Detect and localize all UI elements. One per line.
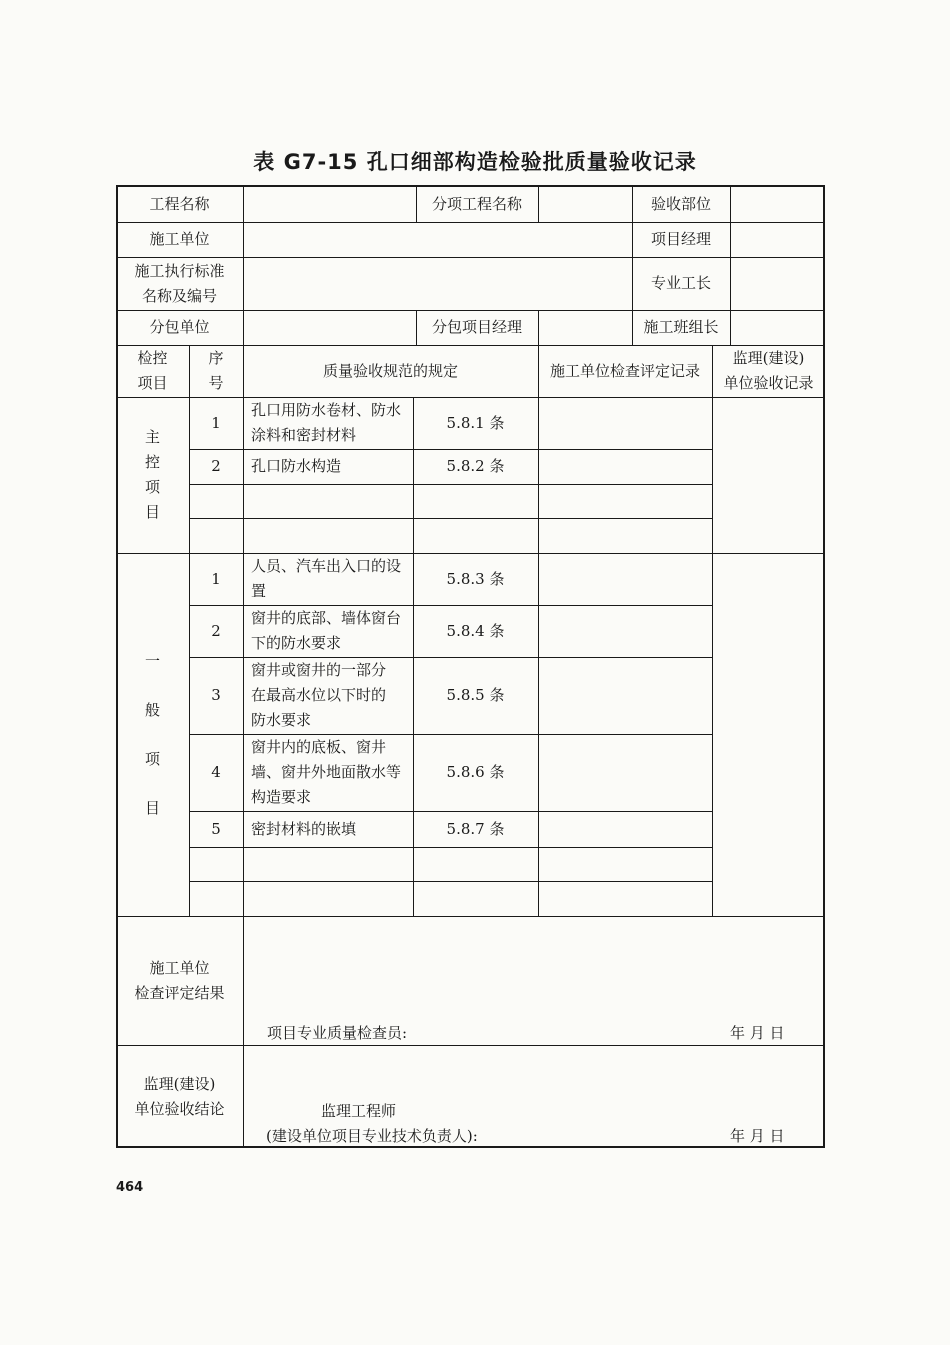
general-row-desc-line: 下的防水要求 [251, 634, 342, 652]
standard-name-field[interactable] [243, 257, 632, 310]
label-subcontract-unit-line: 分包单位 [149, 318, 210, 336]
general-row-seq-line: 2 [211, 621, 221, 640]
general-row-seq-line: 3 [211, 686, 221, 704]
general-row-record-field[interactable] [538, 657, 712, 734]
main-row-clause [413, 449, 538, 484]
general-row-desc [243, 657, 413, 734]
label-standard-name-line: 名称及编号 [141, 286, 217, 305]
general-row-desc [243, 811, 413, 847]
construction-unit-field[interactable] [243, 222, 632, 257]
main-row-clause-line: 5.8.2 条 [446, 457, 505, 475]
label-inspection-part [632, 187, 730, 222]
general-row-seq [189, 734, 243, 811]
column-seq [189, 345, 243, 397]
conclusion-responsible-label: (建设单位项目专业技术负责人): [266, 1127, 478, 1145]
column-item-line: 项目 [137, 374, 168, 392]
column-seq-line: 序 [208, 349, 224, 367]
main-row-desc-line: 涂料和密封材料 [251, 426, 357, 444]
general-row-clause [413, 553, 538, 605]
general-supervision-field[interactable] [712, 553, 825, 916]
label-construction-unit [116, 222, 243, 257]
general-row-record-field[interactable] [538, 605, 712, 657]
general-row-desc-line: 构造要求 [251, 788, 312, 806]
conclusion-label-line: 监理(建设) [143, 1074, 216, 1093]
general-row-desc-line: 在最高水位以下时的 [251, 686, 387, 704]
general-label [116, 553, 189, 916]
main-row-clause [413, 397, 538, 449]
main-row-desc-line: 孔口防水构造 [251, 457, 342, 475]
general-row-clause-line: 5.8.3 条 [446, 569, 505, 588]
general-row-clause [413, 811, 538, 847]
general-row-desc-line: 防水要求 [251, 711, 312, 729]
general-row-desc-line: 窗井内的底板、窗井 [251, 738, 387, 756]
label-team-leader-line: 施工班组长 [643, 318, 719, 336]
main-row-seq-line: 1 [211, 413, 221, 432]
general-row-desc-line: 墙、窗井外地面散水等 [251, 763, 402, 781]
label-team-leader [632, 310, 730, 345]
inspection-record-table [116, 185, 825, 1148]
main-row-seq-line: 2 [211, 457, 221, 475]
label-construction-unit-line: 施工单位 [149, 230, 210, 248]
general-row-desc [243, 553, 413, 605]
project-name-field[interactable] [243, 187, 416, 222]
main-control-label-char: 目 [144, 503, 160, 521]
label-sub-project-name-line: 分项工程名称 [431, 195, 522, 213]
project-manager-field[interactable] [730, 222, 825, 257]
main-row-clause-line: 5.8.1 条 [446, 413, 505, 432]
general-row-seq [189, 553, 243, 605]
main-row-record-field[interactable] [538, 518, 712, 553]
general-row-seq [189, 811, 243, 847]
label-subcontract-manager [416, 310, 538, 345]
conclusion-engineer-label: 监理工程师 [321, 1102, 397, 1120]
column-supervision [712, 345, 825, 397]
conclusion-label-line: 单位验收结论 [134, 1099, 225, 1118]
conclusion-date-label: 年 月 日 [730, 1127, 785, 1145]
general-row-clause [413, 605, 538, 657]
main-row-record-field[interactable] [538, 484, 712, 518]
result-label-line: 施工单位 [149, 958, 210, 977]
label-project-name [116, 187, 243, 222]
main-row-record-field[interactable] [538, 397, 712, 449]
main-row-seq [189, 397, 243, 449]
main-row-desc [243, 449, 413, 484]
column-supervision-line: 监理(建设) [732, 349, 805, 367]
general-row-record-field[interactable] [538, 734, 712, 811]
team-leader-field[interactable] [730, 310, 825, 345]
result-label [116, 916, 243, 1045]
label-project-manager [632, 222, 730, 257]
general-row-clause-line: 5.8.7 条 [446, 819, 505, 838]
general-row-clause-line: 5.8.6 条 [446, 763, 505, 781]
general-row-desc-line: 窗井的底部、墙体窗台 [251, 609, 402, 627]
label-subcontract-manager-line: 分包项目经理 [431, 318, 522, 336]
general-row-seq-line: 4 [211, 763, 221, 781]
main-control-label [116, 397, 189, 553]
general-row-seq-line: 1 [211, 569, 221, 588]
main-row-record-field[interactable] [538, 449, 712, 484]
column-item-line: 检控 [137, 349, 168, 367]
sub-project-name-field[interactable] [538, 187, 632, 222]
general-row-desc-line: 密封材料的嵌填 [251, 819, 357, 838]
general-row-clause-line: 5.8.4 条 [446, 621, 505, 640]
column-construction-record [538, 345, 712, 397]
subcontract-manager-field[interactable] [538, 310, 632, 345]
general-row-desc-line: 人员、汽车出入口的设 [251, 557, 402, 575]
general-row-desc [243, 605, 413, 657]
label-project-manager-line: 项目经理 [650, 230, 711, 248]
result-inspector-label: 项目专业质量检查员: [267, 1024, 408, 1042]
general-row-record-field[interactable] [538, 881, 712, 916]
result-label-line: 检查评定结果 [134, 983, 225, 1002]
general-row-seq [189, 657, 243, 734]
column-seq-line: 号 [208, 374, 224, 392]
column-construction-record-line: 施工单位检查评定记录 [549, 361, 700, 380]
general-row-clause-line: 5.8.5 条 [446, 686, 505, 704]
general-row-record-field[interactable] [538, 811, 712, 847]
general-row-seq-line: 5 [211, 819, 221, 838]
main-row-desc-line: 孔口用防水卷材、防水 [251, 401, 402, 419]
label-sub-project-name [416, 187, 538, 222]
conclusion-label [116, 1045, 243, 1148]
label-standard-name-line: 施工执行标准 [134, 261, 225, 280]
general-label-char: 般 [144, 700, 160, 719]
main-row-desc [243, 397, 413, 449]
general-row-desc [243, 734, 413, 811]
label-subcontract-unit [116, 310, 243, 345]
result-date-label: 年 月 日 [730, 1024, 785, 1042]
main-row-seq [189, 449, 243, 484]
column-item [116, 345, 189, 397]
label-standard-name [116, 257, 243, 310]
label-inspection-part-line: 验收部位 [650, 195, 711, 213]
general-label-char: 一 [144, 651, 160, 670]
main-control-label-char: 主 [144, 428, 160, 446]
general-row-record-field[interactable] [538, 553, 712, 605]
column-spec [243, 345, 538, 397]
main-control-label-char: 项 [144, 478, 160, 496]
column-supervision-line: 单位验收记录 [723, 374, 814, 392]
label-foreman [632, 257, 730, 310]
subcontract-unit-field[interactable] [243, 310, 416, 345]
general-row-desc-line: 置 [251, 582, 267, 600]
general-row-record-field[interactable] [538, 847, 712, 881]
main-supervision-field[interactable] [712, 397, 825, 553]
general-row-seq [189, 605, 243, 657]
column-spec-line: 质量验收规范的规定 [322, 361, 458, 380]
general-row-clause [413, 657, 538, 734]
inspection-part-field[interactable] [730, 187, 825, 222]
foreman-field[interactable] [730, 257, 825, 310]
main-control-label-char: 控 [144, 453, 160, 471]
page-number: 464 [116, 1180, 144, 1195]
general-row-clause [413, 734, 538, 811]
general-label-char: 项 [144, 749, 160, 768]
label-foreman-line: 专业工长 [650, 274, 711, 292]
label-project-name-line: 工程名称 [149, 195, 210, 213]
page-title: 表 G7-15 孔口细部构造检验批质量验收记录 [253, 150, 697, 174]
general-label-char: 目 [144, 798, 160, 817]
general-row-desc-line: 窗井或窗井的一部分 [251, 661, 387, 679]
